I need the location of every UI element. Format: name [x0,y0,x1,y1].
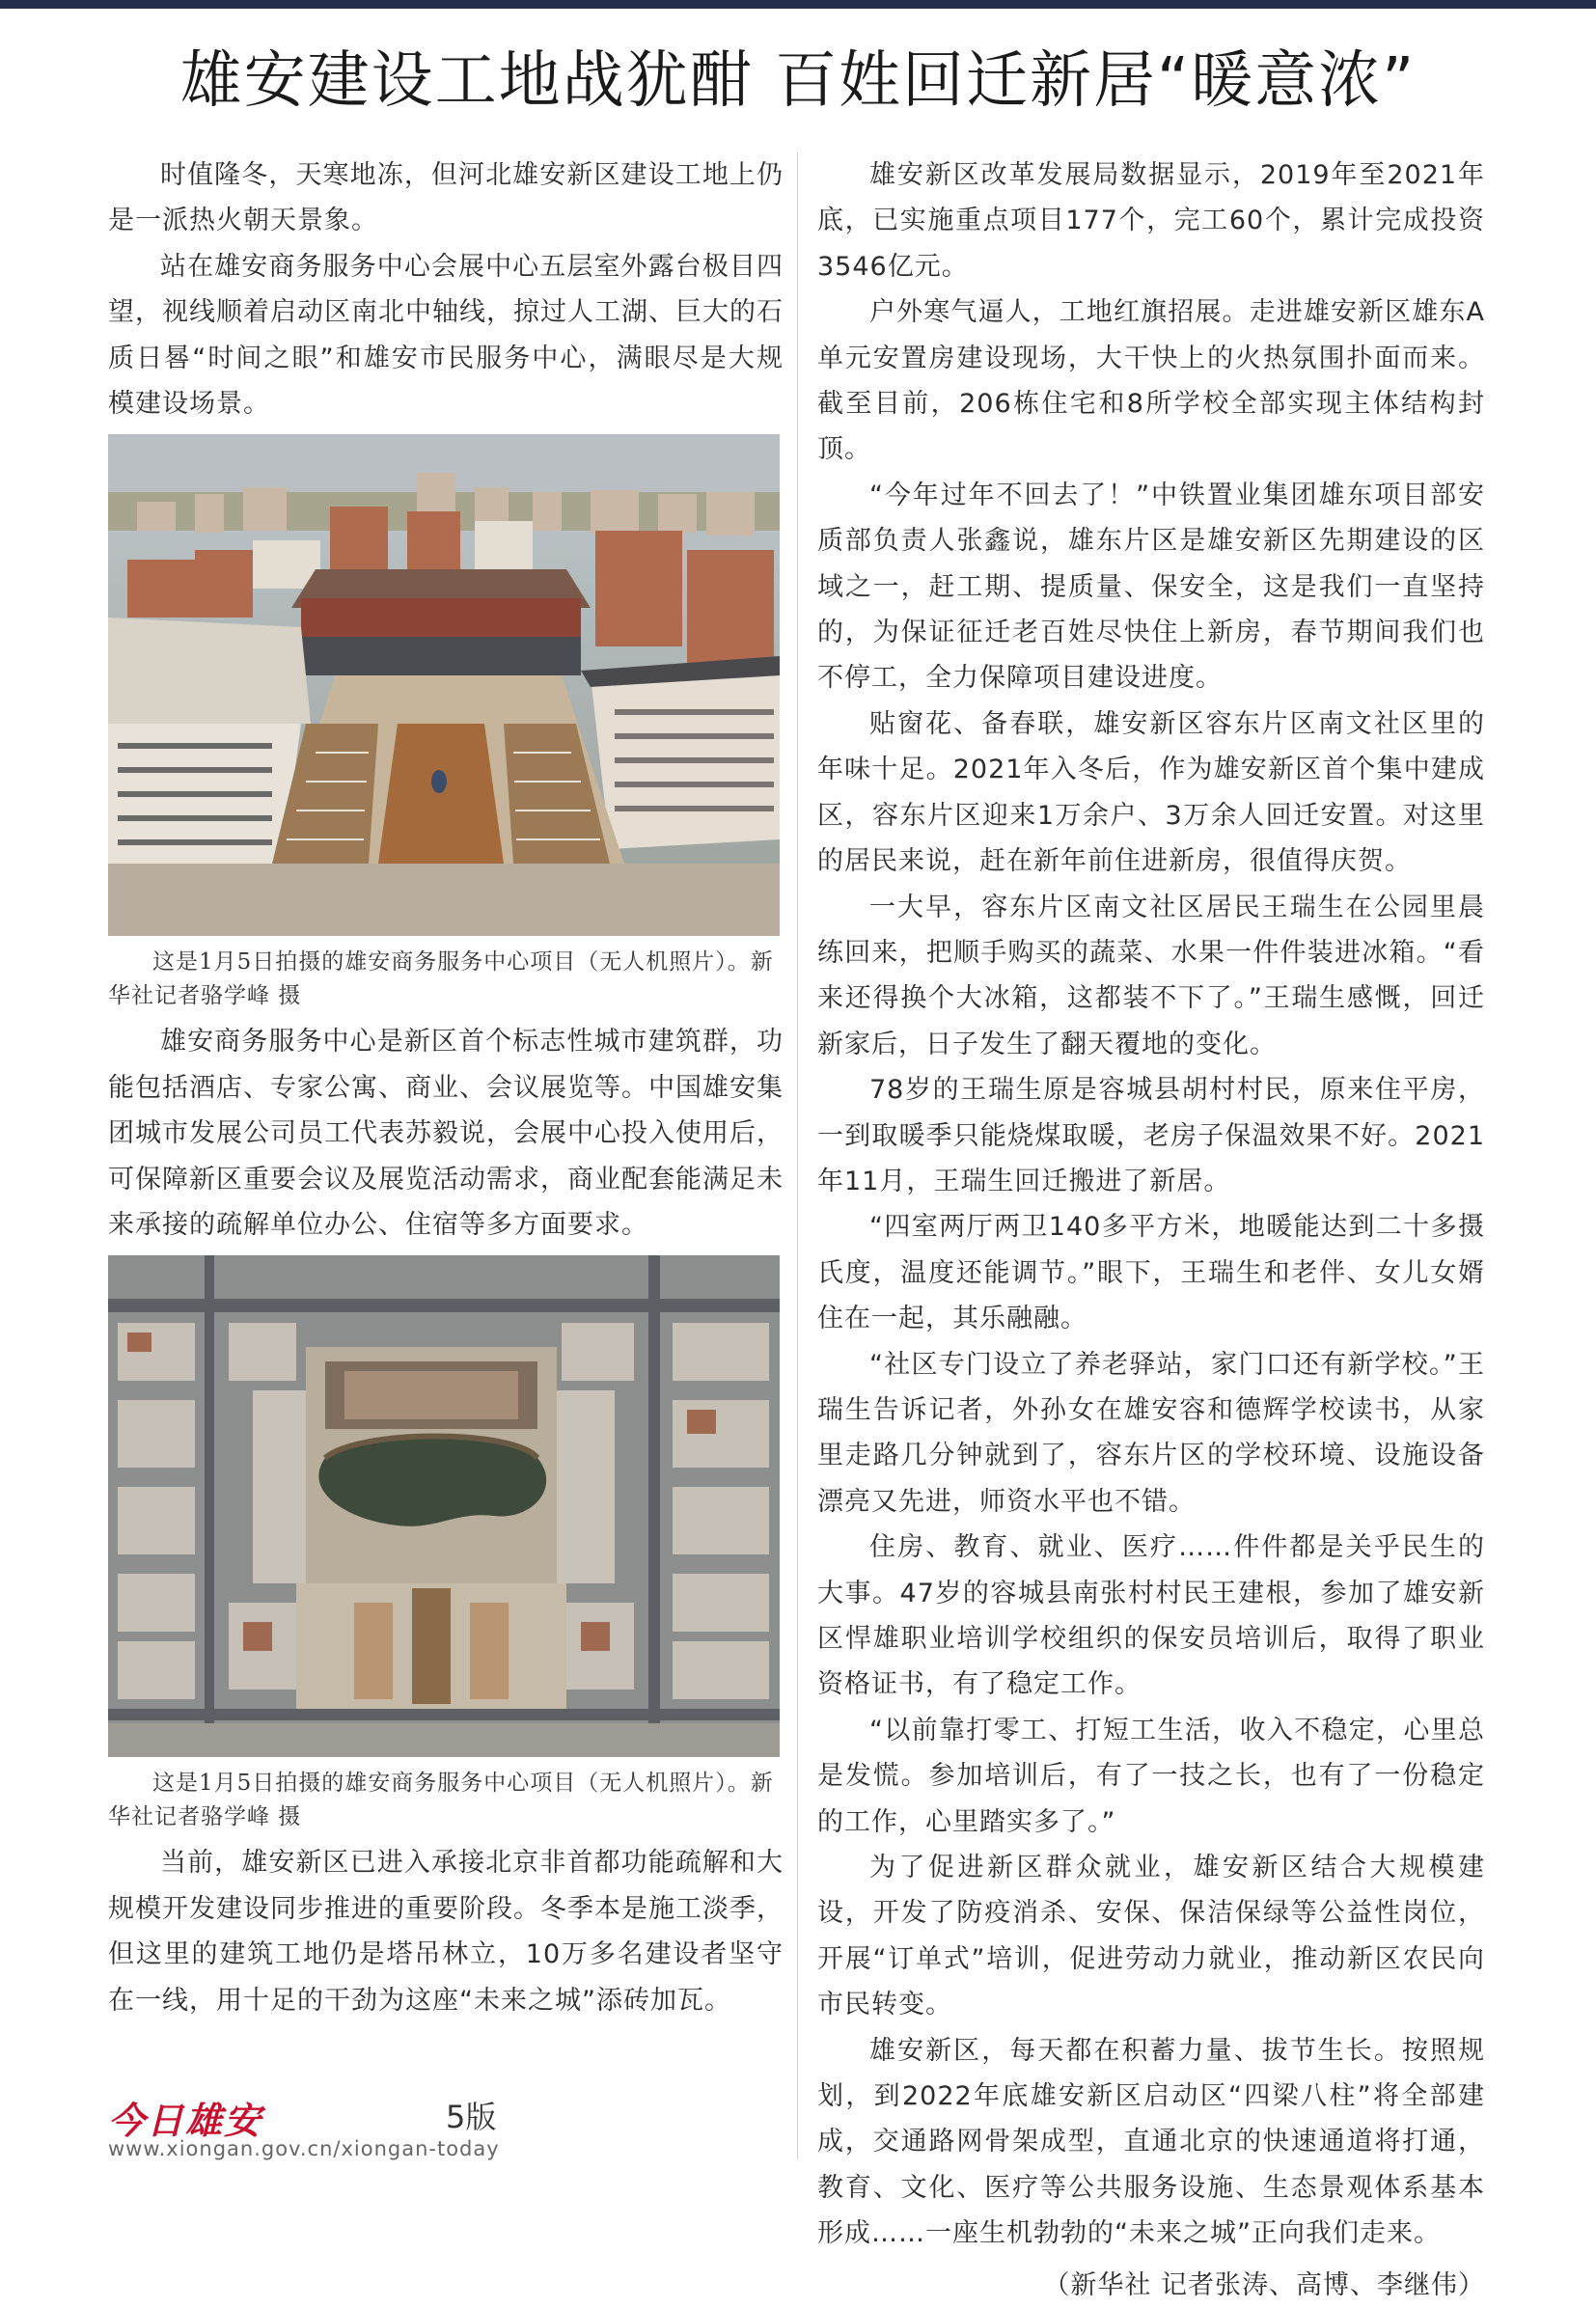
photo-business-center-overhead [108,1255,780,1757]
paragraph: 户外寒气逼人，工地红旗招展。走进雄安新区雄东A单元安置房建设现场，大干快上的火热氛围扑面而来。截至目前，206栋住宅和8所学校全部实现主体结构封顶。 [817,297,1485,465]
paragraph: “今年过年不回去了！”中铁置业集团雄东项目部安质部负责人张鑫说，雄东片区是雄安新区先期建设的区域之一，赶工期、提质量、保安全，这是我们一直坚持的，为保证征迁老百姓尽快住上新房，春节期间我们也不停工，全力保障项目建设进度。 [817,480,1485,694]
byline: （新华社 记者张涛、高博、李继伟） [1043,2269,1485,2300]
footer-url[interactable]: www.xiongan.gov.cn/xiongan-today [108,2137,500,2160]
left-column [108,152,784,2023]
paragraph: 雄安商务服务中心是新区首个标志性城市建筑群，功能包括酒店、专家公寓、商业、会议展览等。中国雄安集团城市发展公司员工代表苏毅说，会展中心投入使用后，可保障新区重要会议及展览活动需求，商业配套能满足未来承接的疏解单位办公、住宿等多方面要求。 [108,1027,784,1241]
paragraph: “四室两厅两卫140多平方米，地暖能达到二十多摄氏度，温度还能调节。”眼下，王瑞生和老伴、女儿女婿住在一起，其乐融融。 [817,1212,1485,1334]
paragraph: 住房、教育、就业、医疗……件件都是关乎民生的大事。47岁的容城县南张村村民王建根，参加了雄安新区悍雄职业培训学校组织的保安员培训后，取得了职业资格证书，有了稳定工作。 [817,1532,1485,1700]
paragraph: “社区专门设立了养老驿站，家门口还有新学校。”王瑞生告诉记者，外孙女在雄安容和德辉学校读书，从家里走路几分钟就到了，容东片区的学校环境、设施设备漂亮又先进，师资水平也不错。 [817,1349,1485,1517]
photo-business-center-overhead-graphic [108,1255,780,1757]
photo-business-center-aerial [108,434,780,936]
paragraph: 站在雄安商务服务中心会展中心五层室外露台极目四望，视线顺着启动区南北中轴线，掠过人工湖、巨大的石质日晷“时间之眼”和雄安市民服务中心，满眼尽是大规模建设场景。 [108,251,784,420]
photo-business-center-aerial-graphic [108,434,780,936]
paragraph: 为了促进新区群众就业，雄安新区结合大规模建设，开发了防疫消杀、安保、保洁保绿等公益性岗位，开展“订单式”培训，促进劳动力就业，推动新区农民向市民转变。 [817,1853,1485,2020]
paragraph: 雄安新区，每天都在积蓄力量、拔节生长。按照规划，到2022年底雄安新区启动区“四梁八柱”将全部建成，交通路网骨架成型，直通北京的快速通道将打通，教育、文化、医疗等公共服务设施、生态景观体系基本形成……一座生机勃勃的“未来之城”正向我们走来。 [817,2035,1485,2249]
column-divider [797,152,798,2159]
paragraph: 时值隆冬，天寒地冻，但河北雄安新区建设工地上仍是一派热火朝天景象。 [108,160,784,236]
headline: 雄安建设工地战犹酣 百姓回迁新居“暖意浓” [179,45,1417,117]
right-column [817,152,1485,2308]
paragraph: 雄安新区改革发展局数据显示，2019年至2021年底，已实施重点项目177个，完工60个，累计完成投资3546亿元。 [817,160,1485,282]
photo-caption: 这是1月5日拍摄的雄安商务服务中心项目（无人机照片）。新华社记者骆学峰 摄 [108,1771,774,1830]
photo-caption: 这是1月5日拍摄的雄安商务服务中心项目（无人机照片）。新华社记者骆学峰 摄 [108,949,774,1009]
page-number: 5版 [446,2099,497,2135]
paragraph: 贴窗花、备春联，雄安新区容东片区南文社区里的年味十足。2021年入冬后，作为雄安新区首个集中建成区，容东片区迎来1万余户、3万余人回迁安置。对这里的居民来说，赶在新年前住进新房，很值得庆贺。 [817,708,1485,877]
footer [108,2089,591,2185]
top-bar [0,0,1596,9]
paragraph: 78岁的王瑞生原是容城县胡村村民，原来住平房，一到取暖季只能烧煤取暖，老房子保温效果不好。2021年11月，王瑞生回迁搬进了新居。 [817,1075,1485,1196]
publication-logo: 今日雄安 [108,2099,263,2142]
paragraph: “以前靠打零工、打短工生活，收入不稳定，心里总是发慌。参加培训后，有了一技之长，也有了一份稳定的工作，心里踏实多了。” [817,1715,1485,1837]
paragraph: 当前，雄安新区已进入承接北京非首都功能疏解和大规模开发建设同步推进的重要阶段。冬季本是施工淡季，但这里的建筑工地仍是塔吊林立，10万多名建设者坚守在一线，用十足的干劲为这座“未来之城”添砖加瓦。 [108,1848,784,2016]
paragraph: 一大早，容东片区南文社区居民王瑞生在公园里晨练回来，把顺手购买的蔬菜、水果一件件装进冰箱。“看来还得换个大冰箱，这都装不下了。”王瑞生感慨，回迁新家后，日子发生了翻天覆地的变化。 [817,892,1485,1059]
